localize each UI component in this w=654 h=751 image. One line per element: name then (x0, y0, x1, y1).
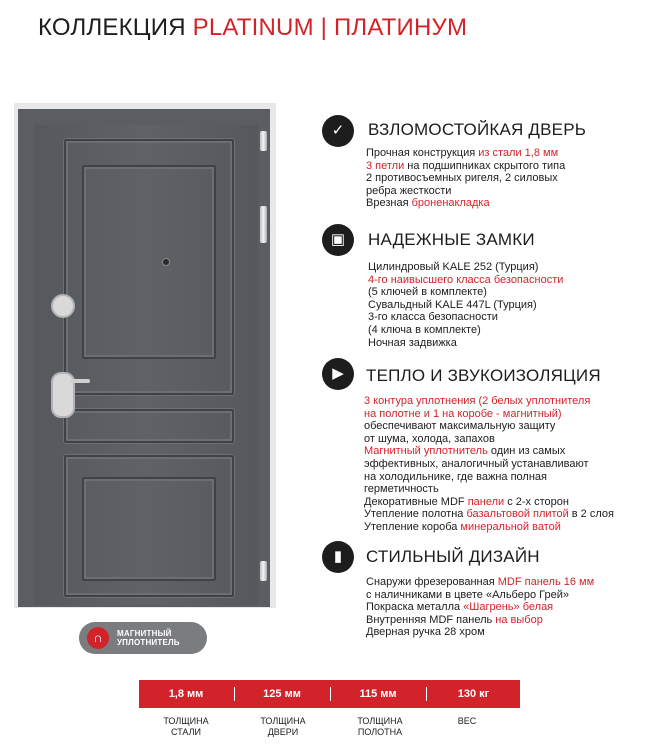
spec-caption-steel: ТОЛЩИНА СТАЛИ (163, 716, 209, 737)
feature-text: 2 противосъемных ригеля, 2 силовых (366, 172, 558, 185)
feature-line (366, 160, 565, 173)
door-handle (70, 379, 90, 383)
door-leaf (34, 125, 258, 605)
feature-text: ребра жесткости (366, 184, 452, 197)
feature-line (364, 471, 614, 484)
feature-text: в 2 слоя (568, 508, 614, 521)
feature-text: Врезная (366, 197, 412, 210)
feature-line (364, 521, 614, 534)
feature-highlight: базальтовой плитой (466, 508, 569, 521)
page-title (38, 14, 467, 42)
spec-door-thickness: 125 мм (263, 688, 301, 700)
section-heading-security: ВЗЛОМОСТОЙКАЯ ДВЕРЬ (368, 120, 587, 139)
feature-text: Утепление короба (364, 520, 461, 533)
feature-line (364, 445, 614, 458)
shield-icon: ✓ (322, 115, 354, 147)
magnetic-seal-badge (79, 622, 207, 654)
speaker-icon: ▶ (322, 358, 354, 390)
feature-text: эффективных, аналогичный устанавливают (364, 457, 589, 470)
feature-text: обеспечивают максимальную защиту (364, 420, 556, 433)
feature-text: 3-го класса безопасности (368, 311, 498, 324)
title-collection: КОЛЛЕКЦИЯ (38, 14, 193, 41)
door-hinge (260, 561, 267, 581)
feature-line (364, 458, 614, 471)
feature-line (366, 589, 594, 602)
door-image (14, 103, 276, 608)
feature-line (366, 147, 565, 160)
feature-line (366, 601, 594, 614)
feature-highlight: 4-го наивысшего класса безопасности (368, 273, 564, 286)
door-panel-middle (64, 409, 234, 443)
feature-text: на холодильнике, где важна полная (364, 470, 547, 483)
feature-text: Снаружи фрезерованная (366, 576, 498, 588)
feature-text: от шума, холода, запахов (364, 432, 495, 445)
feature-highlight: «Шагрень» белая (463, 601, 554, 614)
feature-line (366, 626, 594, 639)
feature-line (368, 299, 563, 312)
section-heading-design: СТИЛЬНЫЙ ДИЗАЙН (366, 547, 540, 566)
section-body-security (366, 147, 565, 210)
feature-line (366, 185, 565, 198)
feature-text: Декоративные MDF (364, 495, 468, 508)
section-heading-insulation: ТЕПЛО И ЗВУКОИЗОЛЯЦИЯ (366, 366, 601, 385)
feature-line (366, 576, 594, 589)
feature-highlight: 3 петли (366, 159, 405, 172)
feature-line (366, 614, 594, 627)
feature-line (368, 324, 563, 337)
feature-highlight: Магнитный уплотнитель (364, 445, 488, 458)
feature-text: Цилиндровый KALE 252 (Турция) (368, 261, 539, 273)
spec-weight: 130 кг (457, 688, 490, 700)
feature-line (364, 420, 614, 433)
feature-text: герметичность (364, 483, 439, 496)
spec-caption-leaf: ТОЛЩИНА ПОЛОТНА (357, 716, 403, 737)
feature-highlight: панели (467, 495, 505, 508)
feature-highlight: на выбор (495, 613, 543, 626)
feature-line (368, 286, 563, 299)
feature-highlight: минеральной ватой (460, 520, 561, 533)
spec-steel-thickness: 1,8 мм (168, 688, 204, 700)
badge-line-1: МАГНИТНЫЙ (117, 629, 172, 638)
feature-line (364, 433, 614, 446)
cylinder-lock (51, 294, 75, 318)
feature-line (364, 496, 614, 509)
feature-text: Сувальдный KALE 447L (Турция) (368, 298, 537, 311)
spec-leaf-thickness: 115 мм (359, 688, 397, 700)
spec-caption-door: ТОЛЩИНА ДВЕРИ (260, 716, 306, 737)
feature-line (364, 408, 614, 421)
feature-text: один из самых (487, 445, 566, 458)
section-heading-locks: НАДЕЖНЫЕ ЗАМКИ (368, 230, 535, 249)
section-body-design (366, 576, 594, 639)
feature-text: на подшипниках скрытого типа (404, 159, 566, 172)
feature-text: (4 ключа в комплекте) (368, 323, 481, 336)
feature-highlight: из стали 1,8 мм (478, 147, 559, 159)
feature-text: Дверная ручка 28 хром (366, 626, 485, 639)
feature-line (364, 508, 614, 521)
padlock-icon: ▣ (322, 224, 354, 256)
feature-highlight: 3 контура уплотнения (2 белых уплотнителя (364, 395, 591, 407)
door-icon: ▮ (322, 541, 354, 573)
peephole (162, 258, 170, 266)
door-hinge (260, 131, 267, 151)
feature-highlight: на полотне и 1 на коробе - магнитный) (364, 407, 562, 420)
feature-line (368, 261, 563, 274)
door-panel-upper-inner (82, 165, 216, 359)
section-body-locks (368, 261, 563, 349)
door-panel-lower-inner (82, 477, 216, 581)
badge-line-2: УПЛОТНИТЕЛЬ (117, 638, 180, 647)
feature-line (368, 311, 563, 324)
feature-line (366, 172, 565, 185)
door-hinge (260, 223, 267, 243)
feature-line (364, 483, 614, 496)
section-body-insulation (364, 395, 614, 534)
feature-text: (5 ключей в комплекте) (368, 286, 487, 299)
feature-text: Покраска металла (366, 601, 464, 614)
magnet-icon: ∩ (87, 627, 109, 649)
feature-text: Прочная конструкция (366, 147, 479, 159)
feature-line (364, 395, 614, 408)
feature-text: с 2-х сторон (504, 495, 569, 508)
feature-text: Ночная задвижка (368, 336, 457, 349)
feature-line (368, 274, 563, 287)
feature-text: Внутренняя MDF панель (366, 613, 496, 626)
door-frame (18, 109, 270, 607)
feature-highlight: MDF панель 16 мм (497, 576, 595, 588)
feature-highlight: броненакладка (411, 197, 490, 210)
feature-text: Утепление полотна (364, 508, 467, 521)
feature-line (368, 337, 563, 350)
specs-bar (139, 680, 520, 708)
feature-line (366, 197, 565, 210)
title-model: PLATINUM | ПЛАТИНУМ (192, 14, 468, 41)
spec-caption-weight: ВЕС (457, 716, 477, 726)
feature-text: с наличниками в цвете «Альберо Грей» (366, 588, 569, 601)
